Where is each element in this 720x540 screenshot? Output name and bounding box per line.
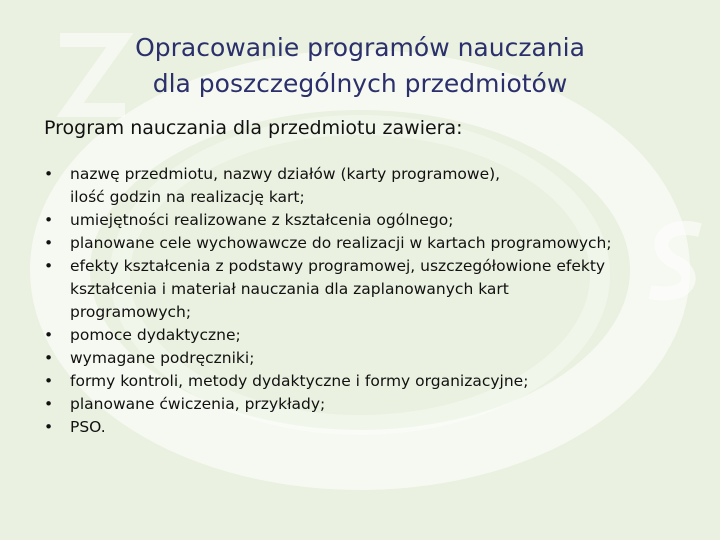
list-item <box>44 393 684 416</box>
bullet-icon: • <box>44 372 54 390</box>
bullet-icon: • <box>44 418 54 436</box>
bullet-list <box>44 163 684 439</box>
bullet-icon: • <box>44 165 54 183</box>
list-item-line: efekty kształcenia z podstawy programowej, uszczegółowione efekty <box>70 257 606 275</box>
list-item <box>44 347 684 370</box>
list-item-line: formy kontroli, metody dydaktyczne i formy organizacyjne; <box>70 372 529 390</box>
list-item-line: umiejętności realizowane z kształcenia ogólnego; <box>70 211 454 229</box>
bullet-icon: • <box>44 234 54 252</box>
bullet-icon: • <box>44 326 54 344</box>
list-item-line: kształcenia i materiał nauczania dla zaplanowanych kart <box>70 280 509 298</box>
title-line-2: dla poszczególnych przedmiotów <box>152 69 568 98</box>
list-item-line: ilość godzin na realizację kart; <box>70 188 305 206</box>
list-item <box>44 416 684 439</box>
list-item <box>44 209 684 232</box>
bullet-icon: • <box>44 257 54 275</box>
bullet-icon: • <box>44 211 54 229</box>
list-item-line: programowych; <box>70 303 192 321</box>
title-line-1: Opracowanie programów nauczania <box>135 33 585 62</box>
list-item-line: nazwę przedmiotu, nazwy działów (karty programowe), <box>70 165 501 183</box>
list-item <box>44 163 684 209</box>
list-item <box>44 370 684 393</box>
list-item-line: planowane cele wychowawcze do realizacji w kartach programowych; <box>70 234 612 252</box>
list-item <box>44 255 684 324</box>
bullet-icon: • <box>44 395 54 413</box>
list-item <box>44 232 684 255</box>
list-item-line: pomoce dydaktyczne; <box>70 326 241 344</box>
list-item-line: wymagane podręczniki; <box>70 349 255 367</box>
list-item-line: planowane ćwiczenia, przykłady; <box>70 395 326 413</box>
intro-text: Program nauczania dla przedmiotu zawiera: <box>44 117 463 139</box>
bullet-icon: • <box>44 349 54 367</box>
slide-title <box>0 30 720 102</box>
list-item <box>44 324 684 347</box>
list-item-line: PSO. <box>70 418 106 436</box>
